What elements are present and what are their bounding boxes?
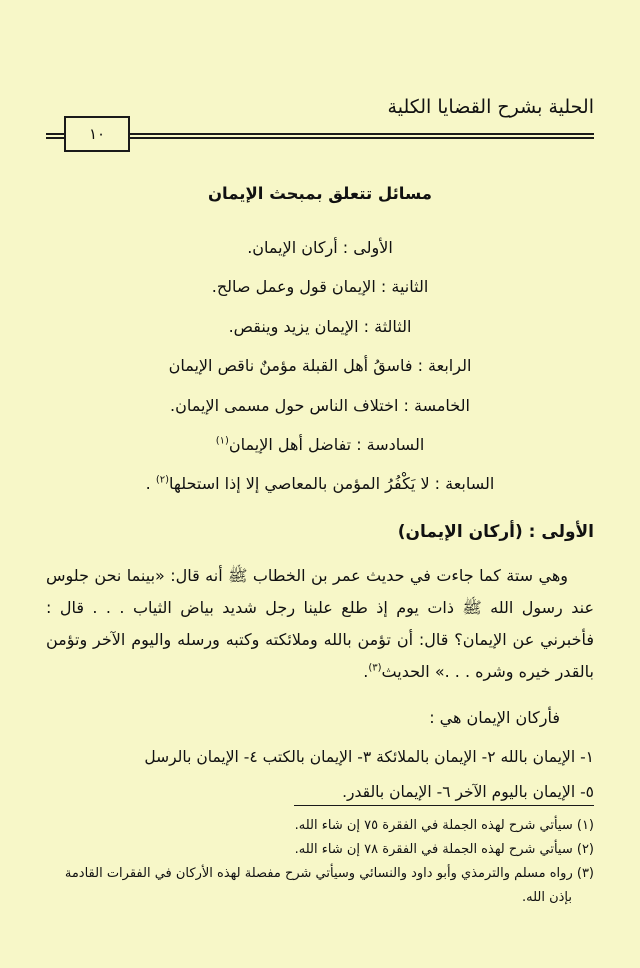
book-title: الحلية بشرح القضايا الكلية [387, 96, 594, 118]
body-paragraph [46, 560, 594, 688]
pillars-intro: فأركان الإيمان هي : [429, 707, 560, 727]
footnotes-area [46, 805, 594, 910]
issue-text: الأولى : أركان الإيمان. [247, 238, 393, 257]
issue-line [46, 272, 594, 302]
header-divider [46, 125, 594, 143]
issue-text: الرابعة : فاسقُ أهل القبلة مؤمنٌ ناقص الإيمان [168, 356, 472, 376]
footnote-item: (٢) سيأتي شرح لهذه الجملة في الفقرة ٧٨ إن شاء الله. [294, 841, 594, 857]
footnote-item-continued: بإذن الله. [521, 889, 572, 905]
footnote-item [46, 862, 594, 886]
issue-text: الثانية : الإيمان قول وعمل صالح. [211, 277, 429, 297]
issue-tail: . [145, 474, 156, 494]
issue-line [46, 391, 594, 421]
pillars-list-line: ١- الإيمان بالله ٢- الإيمان بالملائكة ٣- الإيمان بالكتب ٤- الإيمان بالرسل [144, 747, 594, 766]
footnote-item: (١) سيأتي شرح لهذه الجملة في الفقرة ٧٥ إن شاء الله. [294, 817, 594, 833]
paragraph-tail: . [363, 661, 369, 681]
page-number: ١٠ [88, 125, 106, 143]
pillars-list-line: ٥- الإيمان باليوم الآخر ٦- الإيمان بالقدر. [342, 782, 594, 801]
page-content [46, 184, 594, 808]
page-header [46, 96, 594, 150]
footnote-text: (٣) رواه مسلم والترمذي وأبو داود والنسائي وسيأتي شرح مفصلة لهذه الأركان في الفقرات القادمة [64, 865, 594, 881]
subsection-heading: الأولى : (أركان الإيمان) [397, 521, 594, 542]
page-number-box [64, 116, 130, 152]
footnote-ref: (١) [215, 435, 229, 447]
footnote-ref: (٣) [368, 662, 382, 674]
issue-line [46, 430, 594, 460]
section-title: مسائل تتعلق بمبحث الإيمان [207, 184, 433, 203]
issue-line [46, 233, 594, 263]
issue-text: الثالثة : الإيمان يزيد وينقص. [228, 316, 412, 336]
issue-line [46, 469, 594, 499]
issue-text: السابعة : لا يَكْفُرُ المؤمن بالمعاصي إلا إذا استحلها [169, 474, 495, 494]
footnote-ref: (٢) [155, 475, 170, 487]
issue-line [46, 312, 594, 342]
issue-text: الخامسة : اختلاف الناس حول مسمى الإيمان. [170, 395, 470, 415]
paragraph-text: وهي ستة كما جاءت في حديث عمر بن الخطاب ﷺ أنه قال: «بينما نحن جلوس عند رسول الله ﷺ ذات يوم إذ طلع علينا رجل شديد بياض الثياب . . . قال : فأخبرني عن الإيمان؟ قال: أن تؤمن بالله وملائكته وكتبه ورسله واليوم الآخر وتؤمن بالقدر خيره وشره . . .» الحديث [46, 565, 594, 681]
footnote-divider [294, 805, 594, 806]
issue-text: السادسة : تفاضل أهل الإيمان [228, 434, 425, 454]
issue-line [46, 351, 594, 381]
